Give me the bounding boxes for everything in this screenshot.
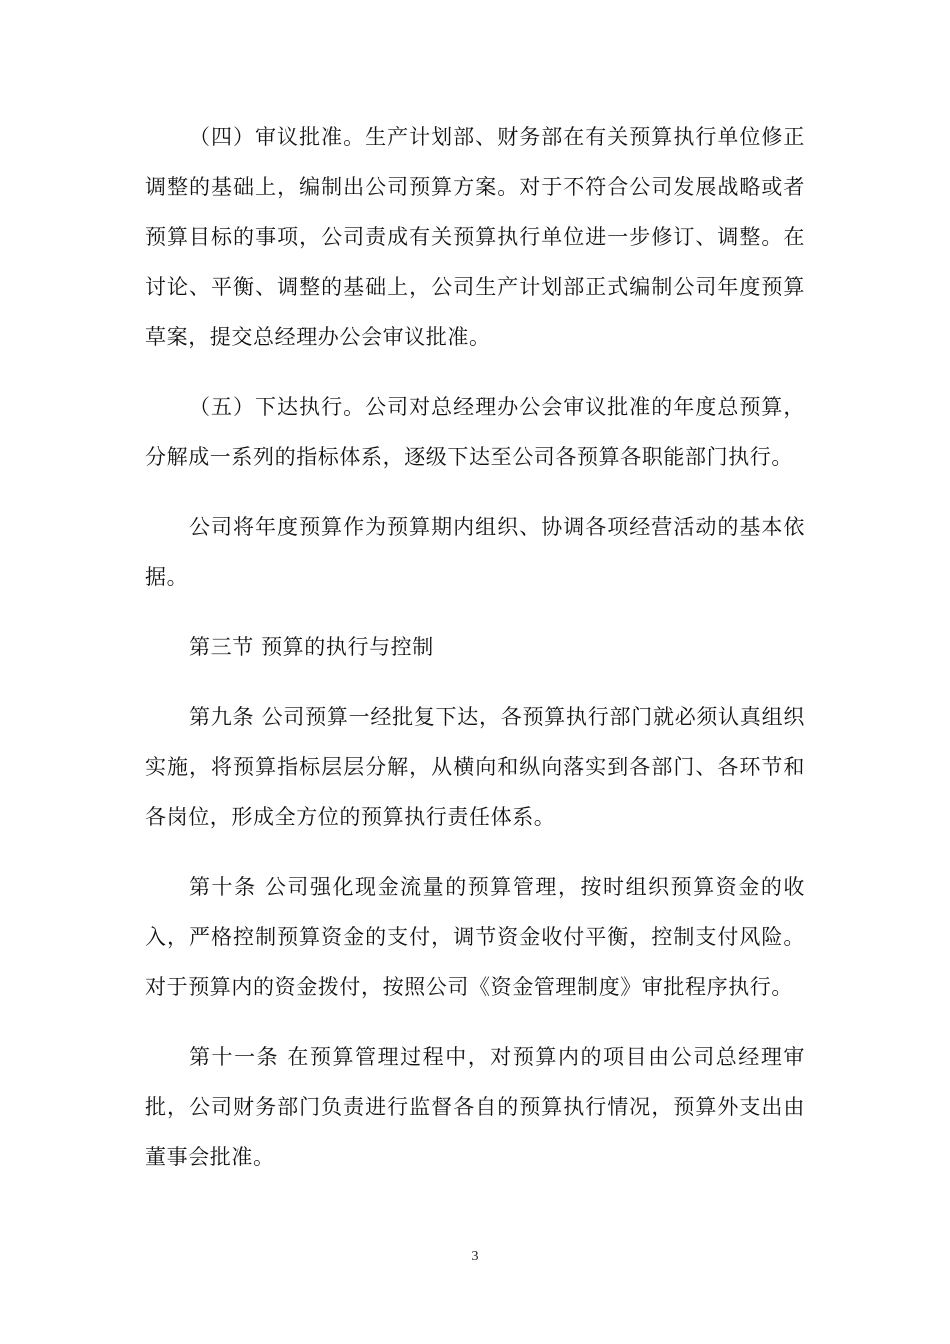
- paragraph-review-approval: （四）审议批准。生产计划部、财务部在有关预算执行单位修正调整的基础上，编制出公司预算方案。对于不符合公司发展战略或者预算目标的事项，公司责成有关预算执行单位进一步修订、调整。在讨论、平衡、调整的基础上，公司生产计划部正式编制公司年度预算草案，提交总经理办公会审议批准。: [145, 125, 805, 349]
- article-10: 第十条 公司强化现金流量的预算管理，按时组织预算资金的收入，严格控制预算资金的支付，调节资金收付平衡，控制支付风险。对于预算内的资金拨付，按照公司《资金管理制度》审批程序执行。: [145, 875, 805, 999]
- article-9: 第九条 公司预算一经批复下达，各预算执行部门就必须认真组织实施，将预算指标层层分解，从横向和纵向落实到各部门、各环节和各岗位，形成全方位的预算执行责任体系。: [145, 705, 805, 829]
- article-11: 第十一条 在预算管理过程中，对预算内的项目由公司总经理审批，公司财务部门负责进行监督各自的预算执行情况，预算外支出由董事会批准。: [145, 1045, 805, 1169]
- section-heading: 第三节 预算的执行与控制: [189, 635, 434, 659]
- paragraph-issue-execution: （五）下达执行。公司对总经理办公会审议批准的年度总预算，分解成一系列的指标体系，逐级下达至公司各预算各职能部门执行。: [145, 395, 805, 469]
- paragraph-annual-budget-basis: 公司将年度预算作为预算期内组织、协调各项经营活动的基本依据。: [145, 515, 805, 589]
- document-body: [145, 112, 805, 1202]
- page-number: 3: [471, 1249, 479, 1264]
